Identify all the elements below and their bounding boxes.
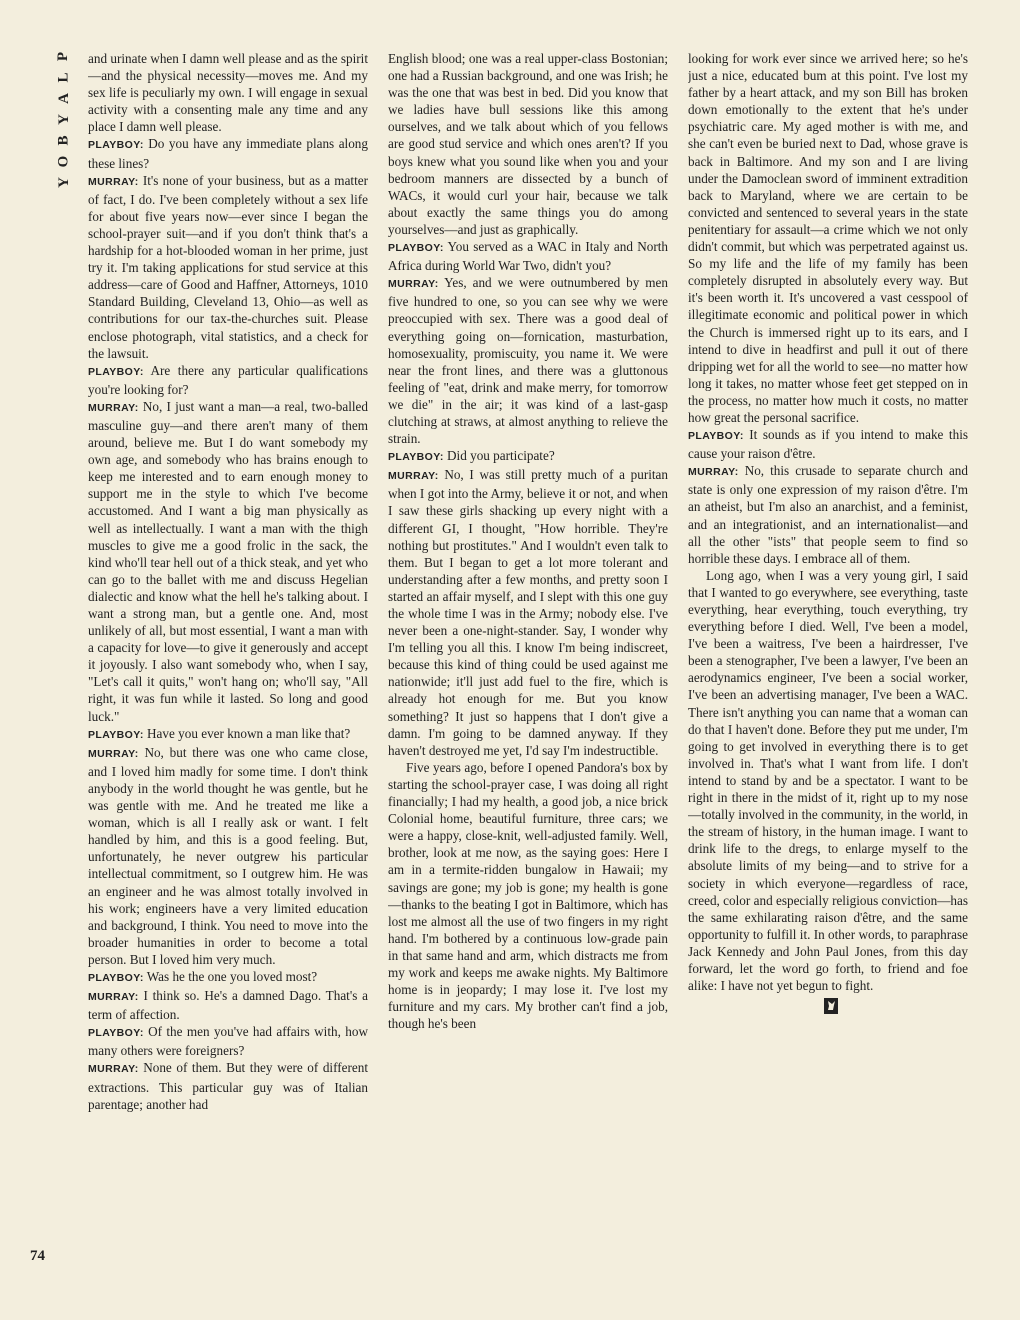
article-paragraph	[688, 567, 968, 994]
paragraph-text: Are there any particular qualifications you're looking for?	[88, 362, 368, 397]
paragraph-text: Yes, and we were outnumbered by men five hundred to one, so you can see why we were preoccupied with sex. There was a good deal of everything going on—fornication, masturbation, homosexuality, promiscuity, you name it. We were near the front lines, and there was a gluttonous feeling of "eat, drink and make merry, for tomorrow we die" in the air; it was kind of a last-gasp clutching at straws, at almost anything to relieve the strain.	[388, 275, 668, 447]
article-paragraph	[88, 1023, 368, 1059]
masthead-letter: Y	[55, 177, 72, 188]
article-paragraph	[388, 447, 668, 466]
speaker-label: PLAYBOY:	[88, 365, 144, 378]
article-paragraph	[88, 1059, 368, 1112]
speaker-label: PLAYBOY:	[88, 728, 144, 741]
article-paragraph	[388, 274, 668, 447]
article-paragraph	[88, 725, 368, 744]
paragraph-text: Have you ever known a man like that?	[147, 725, 351, 741]
paragraph-text: No, I was still pretty much of a puritan when I got into the Army, believe it or not, and when I saw these girls shacking up every night with a different GI, I thought, "How horrible. They're nothing but prostitutes." And I wouldn't even talk to them. But I began to get a lot more tolerant and understanding after a few months, and pretty soon I started an affair myself, and I slept with this one guy the whole time I was in the Army; nobody else. I've never been a one-night-stander. Say, I wonder why I'm telling you all this. I know I'm being indiscreet, because this kind of thing could be used against me nationwide; it'll just add fuel to the fire, which is already hot enough for me. But you know something? It just so happens that I don't give a damn. I'm going to be damned anyway. If they haven't destroyed me yet, I'd say I'm indestructible.	[388, 467, 668, 758]
paragraph-text: No, this crusade to separate church and state is only one expression of my raison d'être. I'm an atheist, but I'm also an anarchist, and a feminist, and an integrationist, and an internationalist—and all the other "ists" that people seem to find so horrible these days. I embrace all of them.	[688, 463, 968, 566]
article-columns	[88, 50, 968, 1270]
speaker-label: MURRAY:	[688, 466, 739, 479]
paragraph-text: Did you participate?	[447, 448, 555, 464]
paragraph-text: No, I just want a man—a real, two-balled masculine guy—and there aren't many of them around, believe me. But I do want somebody my own age, and somebody who has brains enough to keep me interested and to earn enough money to support me in the style to which I've become accustomed. And I want a big man physically as well as intellectually. I want a man with the thigh muscles to give me a good frolic in the sack, the kind who'll tear hell out of a thick steak, and yet who can go to the ballet with me and discuss Hegelian dialectic and know what the hell he's talking about. I want a strong man, but a gentle one. And, most unlikely of all, but most essential, I want a man with a capacity for love—to give it generously and accept it joyously. I also want somebody who, when I say, "Let's call it quits," won't hang on; who'll say, "All right, it was fun while it lasted. So long and good luck."	[88, 398, 368, 724]
paragraph-text: Five years ago, before I opened Pandora's box by starting the school-prayer case, I was doing all right financially; I had my health, a good job, a nice brick Colonial home, beautiful furniture, three cars; we were a happy, close-knit, well-adjusted family. Well, brother, look at me now, as the saying goes: Here I am in a termite-ridden bungalow in Hawaii; my savings are gone; my job is gone; my health is gone—thanks to the beating I got in Baltimore, which has lost me almost all the use of two fingers in my right hand. I'm bothered by a continuous low-grade pain in that same hand and arm, which distracts me from my work and keeps me awake nights. My Baltimore home is in jeopardy; I may lose it. I've lost my furniture and my cars. My brother can't find a job, though he's been	[388, 759, 668, 1032]
paragraph-text: Long ago, when I was a very young girl, I said that I wanted to go everywhere, see everything, taste everything, hear everything, touch everything, try everything before I died. Well, I've been a model, I've been a waitress, I've been a hairdresser, I've been a stenographer, I've been a lawyer, I've been an aerodynamics engineer, I've been a social worker, I've been an advertising manager, I've been a WAC. There isn't anything you can name that a woman can do that I haven't done. Before they put me under, I'm going to get involved in everything there is to get involved in. That's what I want from life. I don't intend to stand by and be a spectator. I want to be right in there in the midst of it, right up to my nose—totally involved in the community, in the world, in the stream of history, in the human image. I want to drink life to the dregs, to enlarge myself to the absolute limits of my being—and to strive for a society in which everyone—regardless of race, creed, color and especially religious conviction—has the same exhilarating raison d'être, and the same opportunity to fulfill it. In other words, to paraphrase Jack Kennedy and John Paul Jones, from this day forward, let the word go forth, to friend and foe alike: I have not yet begun to fight.	[688, 567, 968, 994]
article-paragraph	[88, 398, 368, 725]
paragraph-text: looking for work ever since we arrived here; so he's just a nice, educated bum at this point. I've lost my father by a heart attack, and my son Bill has broken down emotionally to the extent that he's under psychiatric care. My aged mother is with me, and she can't even be buried next to Dad, whose grave is back in Baltimore. And my son and I are living under the Damoclean sword of imminent extradition back to Maryland, where we are certain to be convicted and sentenced to several years in the state penitentiary for assault—a crime which we not only didn't commit, but which was perpetrated against us. So my life and the life of my family has been completely disrupted in absolutely every way. But it's been worth it. It's uncovered a vast cesspool of illegitimate economic and political power in which the Church is immersed right up to its ears, and I intend to dive in headfirst and pull it out of there dripping wet for all the world to see—no matter how long it takes, no matter whose feet get stepped on in the process, no matter how much it costs, no matter how great the personal sacrifice.	[688, 51, 968, 425]
masthead-letter: A	[55, 93, 72, 104]
speaker-label: MURRAY:	[388, 470, 439, 483]
article-paragraph	[88, 987, 368, 1023]
speaker-label: PLAYBOY:	[388, 242, 444, 255]
masthead-letter: O	[55, 155, 72, 168]
paragraph-text: None of them. But they were of different extractions. This particular guy was of Italian parentage; another had	[88, 1060, 368, 1112]
speaker-label: MURRAY:	[88, 1063, 139, 1076]
article-paragraph	[88, 362, 368, 398]
text-column-1	[88, 50, 368, 1270]
article-paragraph	[388, 759, 668, 1033]
rabbit-head-end-icon	[824, 998, 838, 1014]
speaker-label: PLAYBOY:	[388, 451, 444, 464]
article-paragraph	[388, 50, 668, 238]
article-paragraph	[88, 172, 368, 362]
paragraph-text: and urinate when I damn well please and as the spirit—and the physical necessity—moves me. And my sex life is peculiarly my own. I will engage in sexual activity with a consenting male any time and any place I damn well please.	[88, 51, 368, 135]
speaker-label: PLAYBOY:	[88, 971, 144, 984]
speaker-label: PLAYBOY:	[88, 1027, 144, 1040]
masthead-letter: B	[55, 135, 72, 146]
article-paragraph	[88, 50, 368, 135]
article-paragraph	[88, 968, 368, 987]
text-column-2	[388, 50, 668, 1270]
paragraph-text: I think so. He's a damned Dago. That's a term of affection.	[88, 988, 368, 1023]
masthead-letter: L	[55, 72, 72, 83]
paragraph-text: No, but there was one who came close, and I loved him madly for some time. I don't think anybody in the world thought he was gentle, but he was gentle with me. And he treated me like a woman, which is all I really ask or want. I felt handled by him, and this is a good feeling. But, unfortunately, he never outgrew his particular intellectual commitment, so I outgrew him. He was an engineer and he was almost totally involved in his work; engineers have a very limited education and background, I think. You need to move into the broader humanities in order to become a total person. But I loved him very much.	[88, 744, 368, 967]
paragraph-text: It's none of your business, but as a matter of fact, I do. I've been completely without a sex life for about five years now—ever since I began the school-prayer suit—and if you don't think that's a hardship for a hot-blooded woman in her prime, just try it. I'm taking applications for stud service at this address—care of Good and Haffner, Attorneys, 1010 Standard Building, Cleveland 13, Ohio—as well as contributions for our tax-the-churches suit. Please enclose photograph, vital statistics, and a check for the lawsuit.	[88, 172, 368, 361]
text-column-3	[688, 50, 968, 1270]
speaker-label: MURRAY:	[88, 747, 139, 760]
speaker-label: MURRAY:	[88, 401, 139, 414]
article-paragraph	[88, 744, 368, 968]
paragraph-text: English blood; one was a real upper-class Bostonian; one had a Russian background, and one was Irish; he was the one that was best in bed. Did you know that we ladies have bull sessions like this among ourselves, and we talk about which of you fellows are good stud service and which ones aren't? If you boys knew what you sound like when you and your bedroom manners are dissected by a bunch of WACs, it would curl your hair, because we talk about exactly the same things you do among yourselves—and just as graphically.	[388, 51, 668, 237]
speaker-label: MURRAY:	[388, 278, 439, 291]
speaker-label: PLAYBOY:	[688, 430, 744, 443]
article-paragraph	[688, 462, 968, 567]
paragraph-text: You served as a WAC in Italy and North Africa during World War Two, didn't you?	[388, 239, 668, 274]
speaker-label: MURRAY:	[88, 175, 139, 188]
paragraph-text: Do you have any immediate plans along these lines?	[88, 136, 368, 171]
masthead-letter: Y	[55, 114, 72, 125]
paragraph-text: It sounds as if you intend to make this cause your raison d'être.	[688, 427, 968, 462]
masthead-letter: P	[55, 51, 72, 62]
end-mark-line	[688, 998, 968, 1016]
paragraph-text: Of the men you've had affairs with, how many others were foreigners?	[88, 1024, 368, 1059]
article-paragraph	[88, 135, 368, 171]
speaker-label: PLAYBOY:	[88, 139, 144, 152]
speaker-label: MURRAY:	[88, 991, 139, 1004]
article-paragraph	[688, 50, 968, 426]
article-paragraph	[388, 466, 668, 759]
playboy-masthead	[52, 46, 76, 193]
article-paragraph	[688, 426, 968, 462]
page-number: 74	[30, 1248, 45, 1264]
paragraph-text: Was he the one you loved most?	[146, 968, 318, 984]
article-paragraph	[388, 238, 668, 274]
